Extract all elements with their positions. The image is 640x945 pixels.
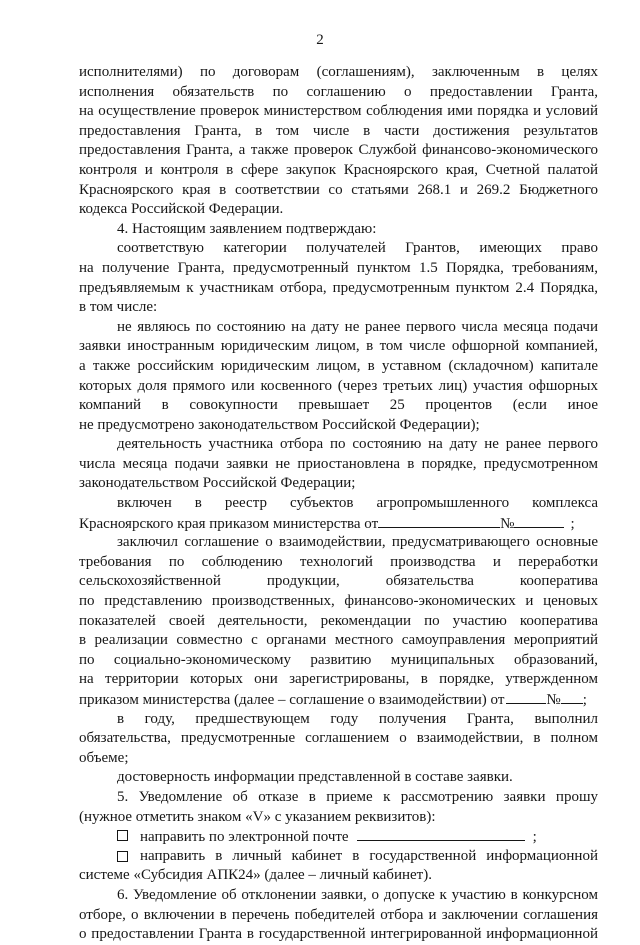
cabinet-checkbox[interactable] (117, 851, 128, 862)
agreement-date-blank[interactable] (506, 690, 546, 704)
email-address-blank[interactable] (357, 827, 525, 841)
cabinet-option-label: направить в личный кабинет в государственной информационной (140, 847, 598, 864)
text-line: деятельность участника отбора по состоянию на дату не ранее первого (117, 436, 598, 453)
text-line: соответствую категории получателей Грантов, имеющих право (117, 240, 598, 257)
number-sign: № (500, 515, 515, 532)
text-line: а также российским юридическим лицом, в уставном (складочном) капитале (79, 357, 598, 374)
text-line: включен в реестр субъектов агропромышленного комплекса (117, 495, 598, 512)
text-line: кодекса Российской Федерации. (79, 201, 284, 218)
cabinet-option (79, 847, 598, 867)
text-line: сельскохозяйственной продукции, обязательства кооператива (79, 573, 598, 590)
email-checkbox[interactable] (117, 830, 128, 841)
text-line: требования по соблюдению технологий производства и переработки (79, 553, 598, 570)
agreement-number-blank[interactable] (561, 690, 583, 704)
text-line: обязательства, предусмотренные соглашением о взаимодействии, в полном (79, 730, 598, 747)
line-terminator: ; (532, 829, 537, 846)
registry-date-blank[interactable] (378, 514, 500, 528)
text-line: в реализации совместно с органами местного самоуправления мероприятий (79, 632, 598, 649)
text-line: исполнителями) по договорам (соглашениям), заключенным в целях (79, 64, 598, 80)
text-line: в году, предшествующем году получения Гранта, выполнил (117, 710, 598, 727)
text-line: предъявляемым к участникам отбора, предусмотренным пунктом 2.4 Порядка, (79, 279, 598, 296)
line-terminator: ; (570, 515, 575, 532)
text-line: по социально-экономическому развитию муниципальных образований, (79, 651, 598, 668)
text-line: показателей своей деятельности, рекомендации по участию кооператива (79, 612, 598, 629)
text-line: о предоставлении Гранта в государственной интегрированной информационной (79, 926, 598, 943)
text-line: на территории которых они зарегистрированы, в порядке, утвержденном (79, 671, 598, 688)
text-line: не являюсь по состоянию на дату не ранее первого числа месяца подачи (117, 318, 598, 335)
text-line: (нужное отметить знаком «V» с указанием реквизитов): (79, 808, 436, 825)
text-line: не предусмотрено законодательством Российской Федерации); (79, 416, 480, 433)
page-number: 2 (316, 32, 324, 48)
text-line: объеме; (79, 749, 129, 766)
text-line: контроля и контроля в сфере закупок Красноярского края, Счетной палатой (79, 161, 598, 178)
text-line: в том числе: (79, 299, 158, 316)
agreement-text: приказом министерства (далее – соглашение о взаимодействии) от (79, 692, 505, 708)
text-line: Красноярского края в соответствии со статьями 268.1 и 269.2 Бюджетного (79, 181, 598, 198)
document-body (79, 63, 598, 945)
number-sign: № (546, 692, 561, 708)
text-line: числа месяца подачи заявки не приостановлена в порядке, предусмотренном (79, 455, 598, 472)
text-line: которых доля прямого или косвенного (через третьих лиц) участия офшорных (79, 377, 598, 394)
text-line: заявки иностранным юридическим лицом, в том числе офшорной компанией, (79, 338, 598, 355)
email-option-label: направить по электронной почте (140, 829, 349, 846)
registry-line (79, 514, 598, 534)
section-heading: 6. Уведомление об отклонении заявки, о допуске к участию в конкурсном (117, 886, 598, 903)
registry-text: Красноярского края приказом министерства от (79, 515, 379, 532)
text-line: на получение Гранта, предусмотренный пунктом 1.5 Порядка, требованиям, (79, 259, 598, 276)
section-heading: 5. Уведомление об отказе в приеме к рассмотрению заявки прошу (117, 788, 598, 805)
text-line: законодательством Российской Федерации; (79, 475, 356, 492)
text-line: предоставления Гранта, в том числе в части достижения результатов (79, 122, 598, 139)
text-line: системе «Субсидия АПК24» (далее – личный кабинет). (79, 867, 432, 884)
text-line: компаний в совокупности превышает 25 процентов (если иное (79, 397, 598, 414)
registry-number-blank[interactable] (514, 514, 564, 528)
text-line: заключил соглашение о взаимодействии, предусматривающего основные (117, 534, 598, 551)
agreement-line (79, 690, 598, 710)
email-option (79, 827, 598, 847)
text-line: отборе, о включении в перечень победителей отбора и заключении соглашения (79, 906, 598, 923)
text-line: по представлению производственных, финансово-экономических и ценовых (79, 593, 598, 610)
text-line: предоставления Гранта, а также проверок Службой финансово-экономического (79, 142, 598, 159)
text-line: исполнения обязательств по соглашению о предоставлении Гранта, (79, 83, 598, 100)
line-terminator: ; (582, 692, 587, 708)
section-heading: 4. Настоящим заявлением подтверждаю: (117, 220, 377, 237)
text-line: достоверность информации представленной в составе заявки. (117, 769, 513, 786)
text-line: на осуществление проверок министерством соблюдения ими порядка и условий (79, 103, 598, 120)
